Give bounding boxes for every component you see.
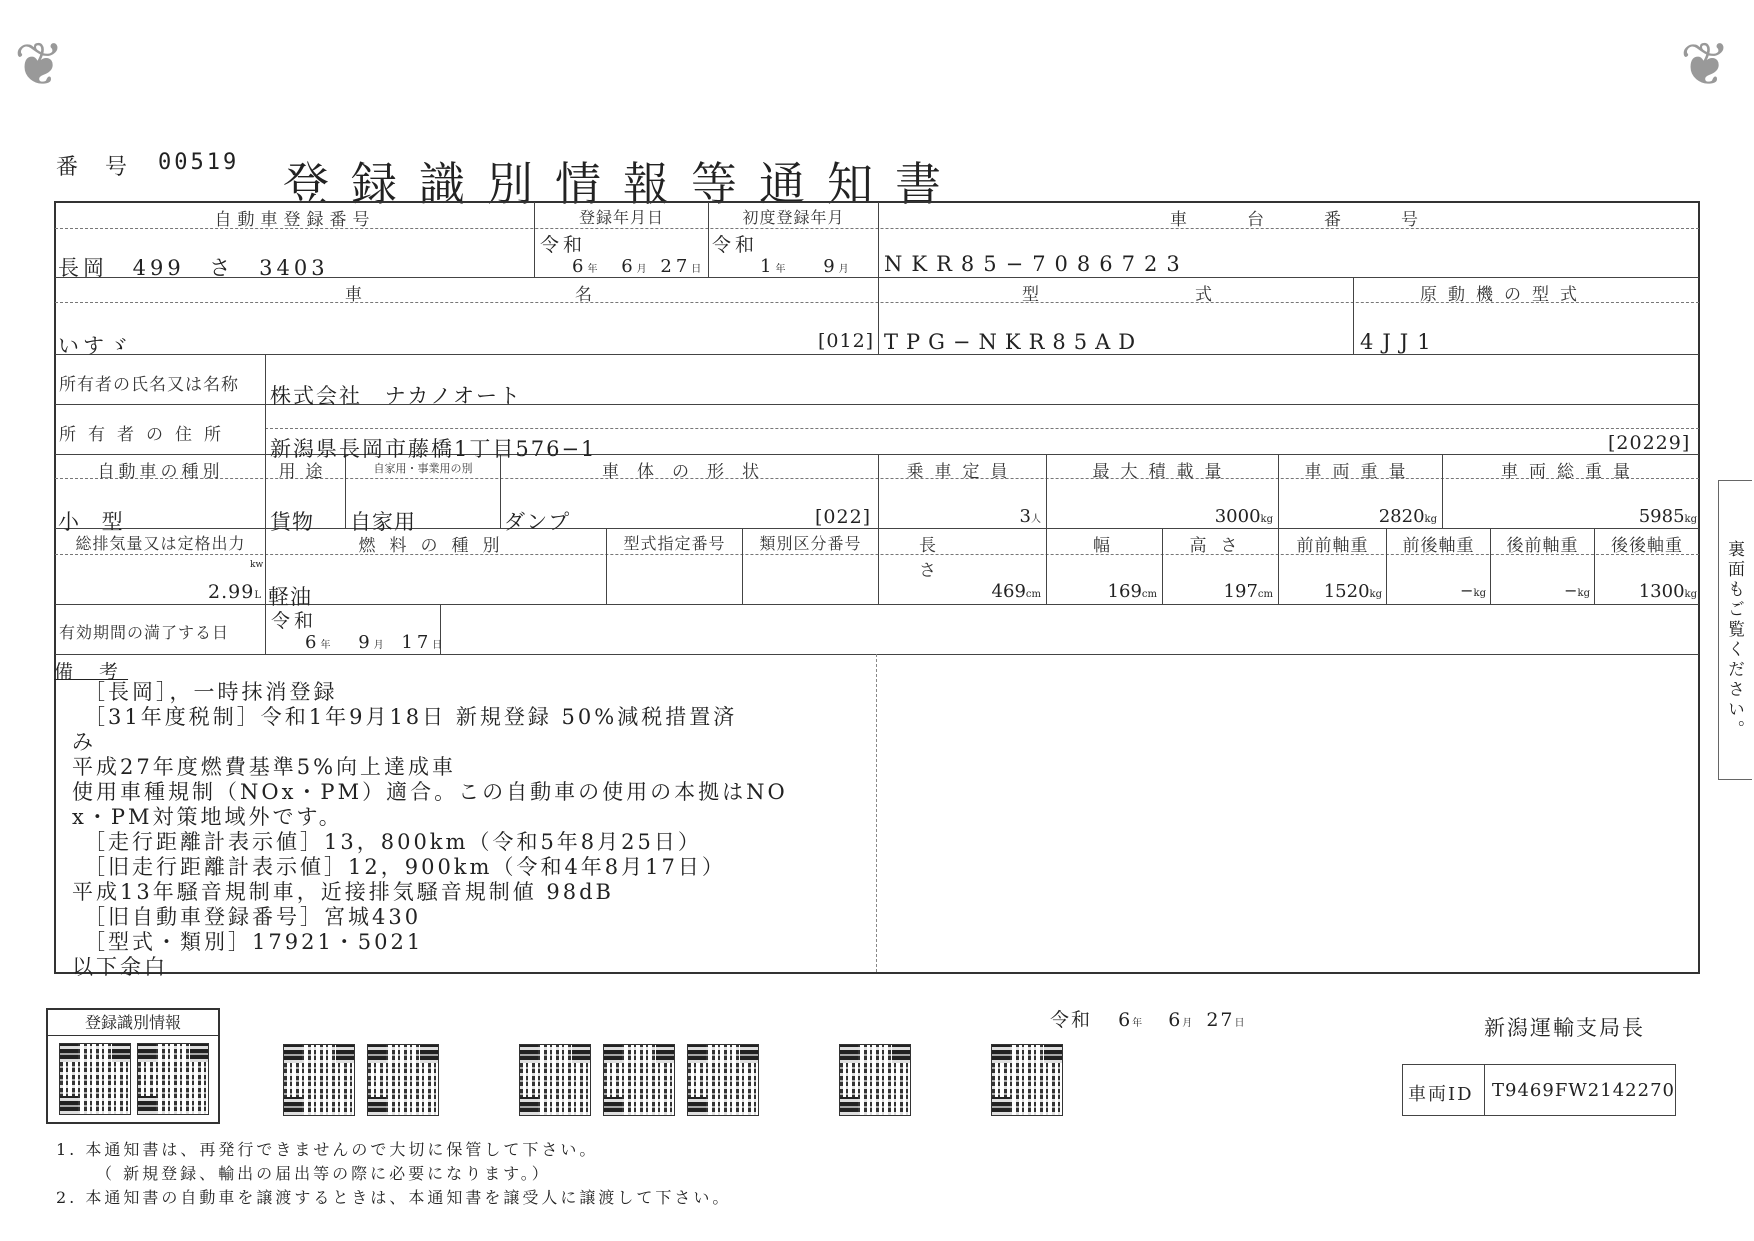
rr-axle-weight: 1300kg [1638, 581, 1697, 602]
document-title: 登録識別情報等通知書 [283, 157, 963, 211]
length-label: 長さ [919, 536, 1006, 581]
qr-code [688, 1045, 758, 1115]
owner-name-label: 所有者の氏名又は名称 [59, 375, 239, 395]
vehicle-name: いすゞ [58, 334, 133, 358]
use-label: 用途 [278, 462, 333, 482]
note-line: み [72, 730, 96, 754]
expiry-date: 6年 9月 17日 [305, 632, 443, 653]
capacity: 3人 [1019, 506, 1041, 527]
fuel-type: 軽油 [268, 585, 312, 609]
reg-no-label: 自動車登録番号 [214, 210, 376, 230]
owner-name: 株式会社 ナカノオート [270, 384, 523, 408]
chassis-label: 車台番号 [1170, 210, 1478, 230]
body-shape-code: [022] [815, 506, 872, 528]
kw-unit: kw [250, 560, 264, 570]
registration-id-label: 登録識別情報 [48, 1010, 218, 1036]
height: 197cm [1223, 581, 1273, 602]
fr-axle-weight: −kg [1460, 581, 1486, 600]
vehicle-type: 小 型 [58, 510, 131, 534]
corner-ornament-top-right: ❦ [1680, 30, 1731, 100]
note-line: 平成13年騒音規制車，近接排気騒音規制値 98dB [72, 880, 614, 904]
qr-code [368, 1045, 438, 1115]
note-line: 以下余白 [72, 955, 168, 979]
notes-list [72, 680, 788, 980]
reg-date: 6年 6月 27日 [572, 256, 702, 277]
note-line: 使用車種規制（NOx・PM）適合。この自動車の使用の本拠はNO [72, 780, 788, 804]
type-designation-label: 型式指定番号 [623, 534, 726, 553]
width-label: 幅 [1093, 536, 1116, 556]
first-reg-label: 初度登録年月 [742, 208, 845, 227]
private-or-business: 自家用 [350, 510, 416, 534]
instruction-line: 2. 本通知書の自動車を譲渡するときは、本通知書を譲受人に譲渡して下さい。 [56, 1188, 732, 1207]
fuel-label: 燃料の種別 [358, 536, 514, 556]
issuer: 新潟運輸支局長 [1484, 1016, 1645, 1040]
gross-weight-label: 車両総重量 [1501, 462, 1641, 482]
note-line: ［31年度税制］令和1年9月18日 新規登録 50%減税措置済 [84, 705, 738, 729]
note-line: ［走行距離計表示値］13，800km（令和5年8月25日） [84, 830, 702, 854]
qr-code [60, 1044, 130, 1114]
private-label: 自家用・事業用の別 [373, 462, 473, 475]
vehicle-name-label-2: 名 [575, 285, 598, 305]
max-load-label: 最大積載量 [1092, 462, 1233, 482]
chassis-number: NKR85−7086723 [884, 252, 1189, 276]
document-number: 00519 [158, 150, 240, 175]
note-line: ［旧走行距離計表示値］12，900km（令和4年8月17日） [84, 855, 726, 879]
rr-axle-label: 後後軸重 [1611, 536, 1683, 556]
expiry-era: 令和 [271, 610, 318, 632]
issue-date: 令和 6年 6月 27日 [1050, 1009, 1245, 1031]
qr-code [284, 1045, 354, 1115]
notes-label: 備 考 [54, 661, 129, 683]
vehicle-id: T9469FW2142270 [1492, 1080, 1675, 1101]
owner-address-code: [20229] [1608, 432, 1691, 454]
reg-date-label: 登録年月日 [578, 208, 664, 227]
vehicle-id-label: 車両ID [1408, 1084, 1474, 1105]
note-line: x・PM対策地域外です。 [72, 805, 343, 829]
qr-code [840, 1045, 910, 1115]
height-label: 高さ [1189, 536, 1252, 556]
model: TPG−NKR85AD [884, 330, 1144, 354]
model-label-2: 式 [1195, 285, 1218, 305]
width: 169cm [1107, 581, 1157, 602]
vehicle-weight-label: 車両重量 [1304, 462, 1417, 482]
ff-axle-weight: 1520kg [1323, 581, 1382, 602]
rf-axle-label: 後前軸重 [1506, 536, 1579, 556]
note-line: ［旧自動車登録番号］宮城430 [84, 905, 422, 929]
first-reg-date: 1年 9月 [760, 256, 849, 277]
note-line: ［長岡］，一時抹消登録 [84, 680, 338, 704]
corner-ornament-top-left: ❦ [14, 30, 65, 100]
max-load: 3000kg [1214, 506, 1273, 527]
owner-address: 新潟県長岡市藤橋1丁目576−1 [270, 437, 597, 461]
first-reg-era: 令和 [712, 234, 759, 256]
body-shape-label: 車体の形状 [602, 462, 777, 482]
note-line: 平成27年度燃費基準5%向上達成車 [72, 755, 457, 779]
length: 469cm [991, 581, 1041, 602]
qr-code [138, 1044, 208, 1114]
qr-code [992, 1045, 1062, 1115]
displacement-label: 総排気量又は定格出力 [75, 534, 246, 553]
side-note: 裏面もご覧ください。 [1724, 540, 1744, 740]
vehicle-type-label: 自動車の種別 [97, 462, 224, 482]
gross-weight: 5985kg [1638, 506, 1697, 527]
vehicle-name-label-1: 車 [345, 285, 368, 305]
instructions [56, 1138, 731, 1210]
vehicle-name-code: [012] [818, 330, 875, 352]
displacement: 2.99L [208, 581, 261, 603]
use: 貨物 [270, 510, 314, 534]
engine-label: 原動機の型式 [1420, 285, 1588, 305]
model-label-1: 型 [1022, 285, 1045, 305]
note-line: ［型式・類別］17921・5021 [84, 930, 424, 954]
owner-address-label: 所有者の住所 [59, 425, 233, 445]
vehicle-weight: 2820kg [1378, 506, 1437, 527]
qr-code [520, 1045, 590, 1115]
instruction-line: （ 新規登録、輸出の届出等の際に必要になります。） [96, 1164, 551, 1183]
number-label: 番 号 [56, 155, 137, 180]
expiry-label: 有効期間の満了する日 [59, 623, 230, 642]
reg-date-era: 令和 [540, 234, 587, 256]
engine-model: 4JJ1 [1360, 330, 1440, 354]
body-shape: ダンプ [504, 510, 571, 534]
class-number-label: 類別区分番号 [759, 534, 862, 553]
qr-code [604, 1045, 674, 1115]
instruction-line: 1. 本通知書は、再発行できませんので大切に保管して下さい。 [56, 1140, 599, 1159]
ff-axle-label: 前前軸重 [1296, 536, 1369, 556]
registration-number: 長岡 499 さ 3403 [58, 256, 329, 280]
capacity-label: 乗車定員 [906, 462, 1019, 482]
rf-axle-weight: −kg [1564, 581, 1590, 600]
fr-axle-label: 前後軸重 [1402, 536, 1475, 556]
